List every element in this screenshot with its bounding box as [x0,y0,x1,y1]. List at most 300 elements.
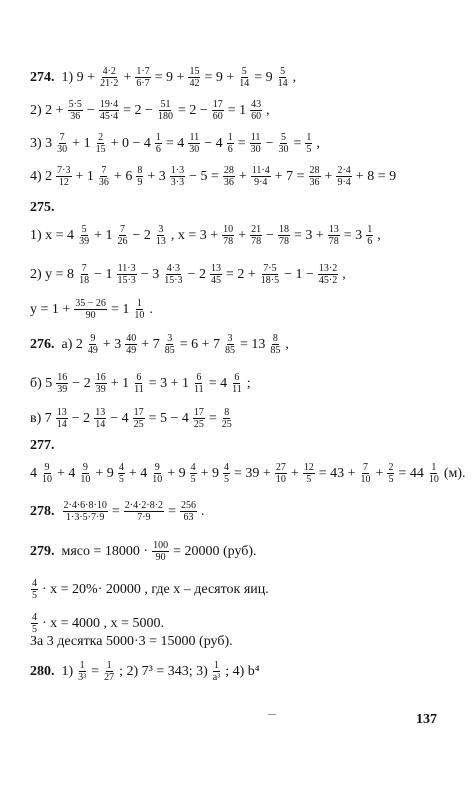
problem-number: 275. [30,200,55,215]
expression-text: = 44 [398,465,424,481]
fraction-denominator: 36 [309,177,320,188]
fraction-numerator: 9 [154,462,160,473]
expression-text: = [168,503,176,519]
fraction-numerator: 5 [81,224,87,235]
fraction-denominator: 14 [277,78,288,89]
expression-text: = 3 [343,227,363,243]
fraction-numerator: 1 [214,660,219,671]
expression-text: − 1 − [284,266,314,282]
expression-text: + 1 [110,375,130,391]
expression-text: + [238,168,247,184]
fraction-denominator: 36 [98,177,109,188]
fraction-denominator: 63 [183,512,194,523]
expression-text: За 3 десятка 5000·3 = 15000 (руб). [30,634,233,649]
expression-text: = 39 + [234,465,271,481]
fraction [87,333,99,356]
fraction-denominator: 45 [210,275,221,286]
expression-text: . [149,301,153,317]
fraction-denominator: 10 [80,474,91,485]
expression-text: + [290,465,299,481]
fraction [221,407,233,430]
fraction-denominator: 30 [250,144,261,155]
fraction-denominator: 21·2 [100,78,119,89]
fraction [180,500,197,523]
expression-text: · x = 20%· 20000 , где x – десяток яиц. [42,581,269,597]
expression-text: , [266,102,270,118]
fraction-denominator: 11 [194,384,204,395]
expression-text: 2) 2 + [30,102,64,118]
expression-text: + 9 [167,465,186,481]
fraction-denominator: 25 [193,419,204,430]
fraction-numerator: 1·3 [170,165,185,176]
fraction-denominator: 30 [57,144,68,155]
fraction-numerator: 1 [155,132,161,143]
fraction-numerator: 2·4·6·8·10 [63,500,107,511]
expression-text: · x = 4000 , x = 5000. [42,615,164,631]
fraction-denominator: 10 [275,474,286,485]
expression-text: , [342,266,346,282]
fraction-denominator: 85 [164,345,175,356]
expression-text: − [265,135,274,151]
fraction-denominator: 10 [428,474,439,485]
expression-text: = 1 [227,102,247,118]
fraction-denominator: 25 [221,419,232,430]
fraction [77,660,87,683]
problem-number: 274. [30,69,55,85]
fraction [78,224,90,247]
fraction-denominator: 78 [223,236,234,247]
fraction-numerator: 5 [241,66,247,77]
fraction-denominator: 1·3·5·7·9 [66,512,105,523]
fraction [336,165,351,188]
fraction-denominator: 78 [251,236,262,247]
fraction-numerator: 8 [137,165,143,176]
expression-text: − 4 [204,135,223,151]
expression-text: = 9 + [204,69,235,85]
fraction-denominator: 14 [56,419,67,430]
fraction-denominator: 27 [104,672,115,683]
fraction-denominator: 180 [157,111,173,122]
expression-text: 4) 2 [30,168,53,184]
fraction-numerator: 15 [189,66,200,77]
expression-text: = 9 [254,69,273,85]
fraction-denominator: 9 [137,177,143,188]
expression-text: − 3 [140,266,160,282]
fraction-numerator: 9 [44,462,50,473]
fraction-numerator: 12 [303,462,314,473]
solution-line [30,165,396,188]
expression-text: а) 2 [61,336,83,352]
expression-text: = 4 [208,375,228,391]
fraction [152,540,169,563]
fraction-denominator: 78 [328,236,339,247]
fraction-numerator: 6 [196,372,202,383]
solution-line [30,612,164,635]
fraction [193,372,205,395]
fraction-numerator: 1 [367,224,373,235]
expression-text: + 0 − 4 [110,135,151,151]
fraction [188,66,200,89]
fraction-numerator: 43 [251,99,262,110]
expression-text: 1) [61,663,74,679]
fraction-denominator: a³ [212,672,221,683]
fraction-numerator: 7·5 [263,263,277,274]
fraction-denominator: 14 [95,419,106,430]
solution-line [30,660,260,683]
fraction [56,132,68,155]
fraction-numerator: 40 [126,333,137,344]
fraction-numerator: 10 [223,224,234,235]
fraction [78,263,90,286]
expression-text: − 5 = [189,168,219,184]
fraction [260,263,280,286]
expression-text: + 7 = [274,168,305,184]
fraction-denominator: 15·3 [117,275,136,286]
fraction [116,224,128,247]
fraction-denominator: 13 [155,236,166,247]
fraction-numerator: 28 [223,165,234,176]
expression-text: − 2 [187,266,206,282]
fraction [360,462,372,485]
fraction [116,263,136,286]
fraction [250,224,262,247]
fraction [136,165,143,188]
expression-text: + 6 [113,168,133,184]
fraction-numerator: 3 [158,224,164,235]
expression-text: = 3 + 1 [148,375,190,391]
fraction-denominator: 15·3 [164,275,183,286]
expression-text: = [293,135,302,151]
expression-text: , [377,227,381,243]
fraction [277,66,289,89]
fraction-denominator: 39 [95,384,106,395]
expression-text: = [111,503,120,519]
fraction-numerator: 7 [363,462,369,473]
expression-text: + 1 [75,168,94,184]
fraction-numerator: 2 [98,132,104,143]
expression-text: = 1 [110,301,130,317]
fraction-numerator: 17 [212,99,223,110]
fraction [163,263,183,286]
expression-text: 4 [30,465,37,481]
expression-text: = 9 + [154,69,185,85]
fraction [133,372,145,395]
fraction-numerator: 19·4 [99,99,119,110]
fraction-denominator: 39 [79,236,90,247]
fraction-denominator: 36 [70,111,81,122]
fraction [328,224,340,247]
expression-text: − [266,227,274,243]
fraction-denominator: 49 [126,345,137,356]
fraction [275,462,287,485]
fraction-numerator: 8 [224,407,230,418]
fraction-denominator: 5 [388,474,394,485]
fraction-denominator: 5 [190,474,196,485]
fraction [303,462,315,485]
fraction [31,578,38,601]
fraction-denominator: 78 [278,236,289,247]
problem-number: 280. [30,663,55,679]
fraction-denominator: 6 [155,144,161,155]
fraction [190,462,197,485]
solution-line [30,66,296,89]
fraction-numerator: 3 [167,333,173,344]
fraction [278,224,290,247]
fraction-denominator: 15 [95,144,106,155]
expression-text: − 4 [110,410,129,426]
expression-text: = 2 − [123,102,153,118]
expression-text: − 2 [72,375,91,391]
fraction-numerator: 4 [32,578,37,589]
expression-text: + 9 [200,465,220,481]
fraction [157,99,174,122]
fraction-numerator: 4 [224,462,230,473]
fraction-numerator: 51 [160,99,171,110]
fraction-numerator: 5·5 [68,99,82,110]
problem-number: 279. [30,543,55,559]
expression-text: (м). [443,465,466,481]
fraction-numerator: 1·7 [136,66,150,77]
solution-line [30,407,234,430]
fraction [95,372,107,395]
fraction-denominator: 7·9 [137,512,151,523]
expression-text: = 43 + [318,465,356,481]
expression-text: + [324,168,333,184]
fraction-numerator: 27 [275,462,286,473]
fraction-numerator: 5 [280,66,286,77]
expression-text: б) 5 [30,375,53,391]
solution-line [30,99,270,122]
fraction [41,462,53,485]
fraction [222,224,234,247]
fraction [151,462,163,485]
expression-text: − 2 [71,410,91,426]
fraction [223,165,235,188]
solution-line [30,224,381,247]
fraction [428,462,440,485]
fraction [227,132,234,155]
expression-text: + 8 = 9 [355,168,397,184]
expression-text: + 4 [128,465,148,481]
fraction-numerator: 1 [106,660,112,671]
fraction-numerator: 6 [234,372,240,383]
solution-line [30,132,320,155]
fraction [309,165,321,188]
fraction [305,132,312,155]
expression-text: = [237,135,246,151]
fraction-numerator: 21 [251,224,262,235]
expression-text: = [91,663,100,679]
expression-text: y = 1 + [30,301,71,317]
solution-line [30,298,153,321]
fraction-denominator: 85 [225,345,235,356]
fraction-numerator: 7 [119,224,125,235]
fraction-numerator: 4·3 [166,263,181,274]
expression-text: + 1 [94,227,113,243]
fraction-numerator: 3 [227,333,233,344]
fraction-numerator: 18 [278,224,289,235]
solution-line [30,462,466,485]
fraction [133,407,145,430]
fraction-denominator: 60 [251,111,262,122]
fraction-numerator: 1 [136,298,142,309]
fraction-numerator: 16 [57,372,68,383]
fraction-numerator: 2·4·2·8·2 [124,500,164,511]
fraction [212,99,224,122]
fraction-denominator: 5 [224,474,230,485]
fraction [125,333,137,356]
expression-text: , x = 3 + [170,227,219,243]
fraction [210,263,222,286]
fraction-denominator: 30 [189,144,200,155]
fraction-numerator: 17 [133,407,144,418]
fraction-denominator: 5 [118,474,124,485]
fraction-numerator: 4 [32,612,37,623]
fraction [133,298,145,321]
fraction-denominator: 10 [42,474,52,485]
fraction-numerator: 100 [153,540,169,551]
fraction-numerator: 35 − 26 [75,298,106,309]
fraction-numerator: 256 [180,500,196,511]
fraction [99,66,119,89]
expression-text: + [238,227,247,243]
fraction [74,298,107,321]
fraction-numerator: 1 [79,660,85,671]
fraction [212,660,221,683]
fraction-numerator: 13 [210,263,221,274]
fraction-numerator: 13 [56,407,67,418]
fraction [56,372,68,395]
fraction-denominator: 90 [85,310,96,321]
fraction [135,66,150,89]
expression-text: + [375,465,384,481]
fraction [56,407,68,430]
expression-text: ; 4) b⁴ [225,663,260,679]
fraction [269,333,281,356]
fraction [124,500,164,523]
expression-text: − 2 [132,227,151,243]
fraction-denominator: 39 [57,384,68,395]
fraction-denominator: 12 [58,177,69,188]
fraction [118,462,125,485]
fraction [278,132,290,155]
expression-text: ; [246,375,251,391]
fraction-denominator: 45·4 [99,111,119,122]
expression-text: = 13 [240,336,266,352]
fraction [366,224,373,247]
fraction [155,224,167,247]
expression-text: + 4 [57,465,76,481]
fraction-denominator: 45·2 [318,275,338,286]
fraction-denominator: 85 [270,345,281,356]
fraction-denominator: 10 [360,474,371,485]
fraction-numerator: 7 [59,132,65,143]
fraction [99,99,119,122]
fraction-denominator: 5 [306,144,312,155]
expression-text: 2) y = 8 [30,266,75,282]
fraction-denominator: 5 [32,590,37,601]
expression-text: + 3 [102,336,122,352]
solution-line [30,634,233,650]
fraction-denominator: 18·5 [260,275,280,286]
fraction-denominator: 6 [367,236,373,247]
fraction-denominator: 18 [79,275,90,286]
fraction [155,132,162,155]
expression-text: = 4 [165,135,185,151]
expression-text: − [86,102,95,118]
fraction-denominator: 10 [152,474,163,485]
fraction-denominator: 26 [117,236,128,247]
expression-text: 1) 9 + [61,69,96,85]
solution-line [30,438,59,454]
problem-number: 277. [30,438,55,453]
solution-line [30,372,251,395]
fraction [95,132,107,155]
fraction [250,99,262,122]
fraction-denominator: 6 [227,144,233,155]
fraction-numerator: 7 [101,165,107,176]
fraction-denominator: 25 [133,419,144,430]
fraction [251,165,271,188]
fraction [103,660,115,683]
fraction-denominator: 11 [232,384,242,395]
fraction-numerator: 6 [136,372,142,383]
fraction-denominator: 30 [278,144,289,155]
expression-text: = 2 − [177,102,208,118]
page-number: 137 [416,712,437,727]
fraction [193,407,205,430]
expression-text: в) 7 [30,410,52,426]
fraction-numerator: 1 [306,132,312,143]
fraction-numerator: 9 [82,462,88,473]
fraction-numerator: 11 [189,132,200,143]
fraction-numerator: 4·2 [102,66,116,77]
fraction-denominator: 6·7 [136,78,150,89]
fraction-numerator: 13 [95,407,106,418]
fraction-numerator: 13·2 [318,263,338,274]
fraction [31,612,38,635]
expression-text: . [200,503,205,519]
fraction [387,462,394,485]
fraction-numerator: 1 [227,132,233,143]
fraction [318,263,338,286]
expression-text: + 9 [95,465,114,481]
fraction-numerator: 2·4 [337,165,351,176]
fraction [63,500,108,523]
fraction-numerator: 7·3 [57,165,71,176]
expression-text: = 5 − 4 [148,410,189,426]
fraction [94,407,106,430]
fraction-denominator: 5 [306,474,312,485]
fraction [224,333,236,356]
solution-line [30,200,59,216]
fraction-denominator: 10 [134,310,145,321]
fraction [170,165,185,188]
fraction [68,99,83,122]
solution-line [30,540,257,563]
expression-text: , [285,336,289,352]
fraction [231,372,243,395]
fraction-numerator: 16 [95,372,106,383]
fraction-denominator: 14 [239,78,250,89]
problem-number: 276. [30,336,55,352]
expression-text: 1) x = 4 [30,227,75,243]
expression-text: , [316,135,320,151]
fraction-numerator: 11·3 [117,263,136,274]
fraction [250,132,262,155]
solution-line [30,263,346,286]
fraction-numerator: 5 [281,132,286,143]
